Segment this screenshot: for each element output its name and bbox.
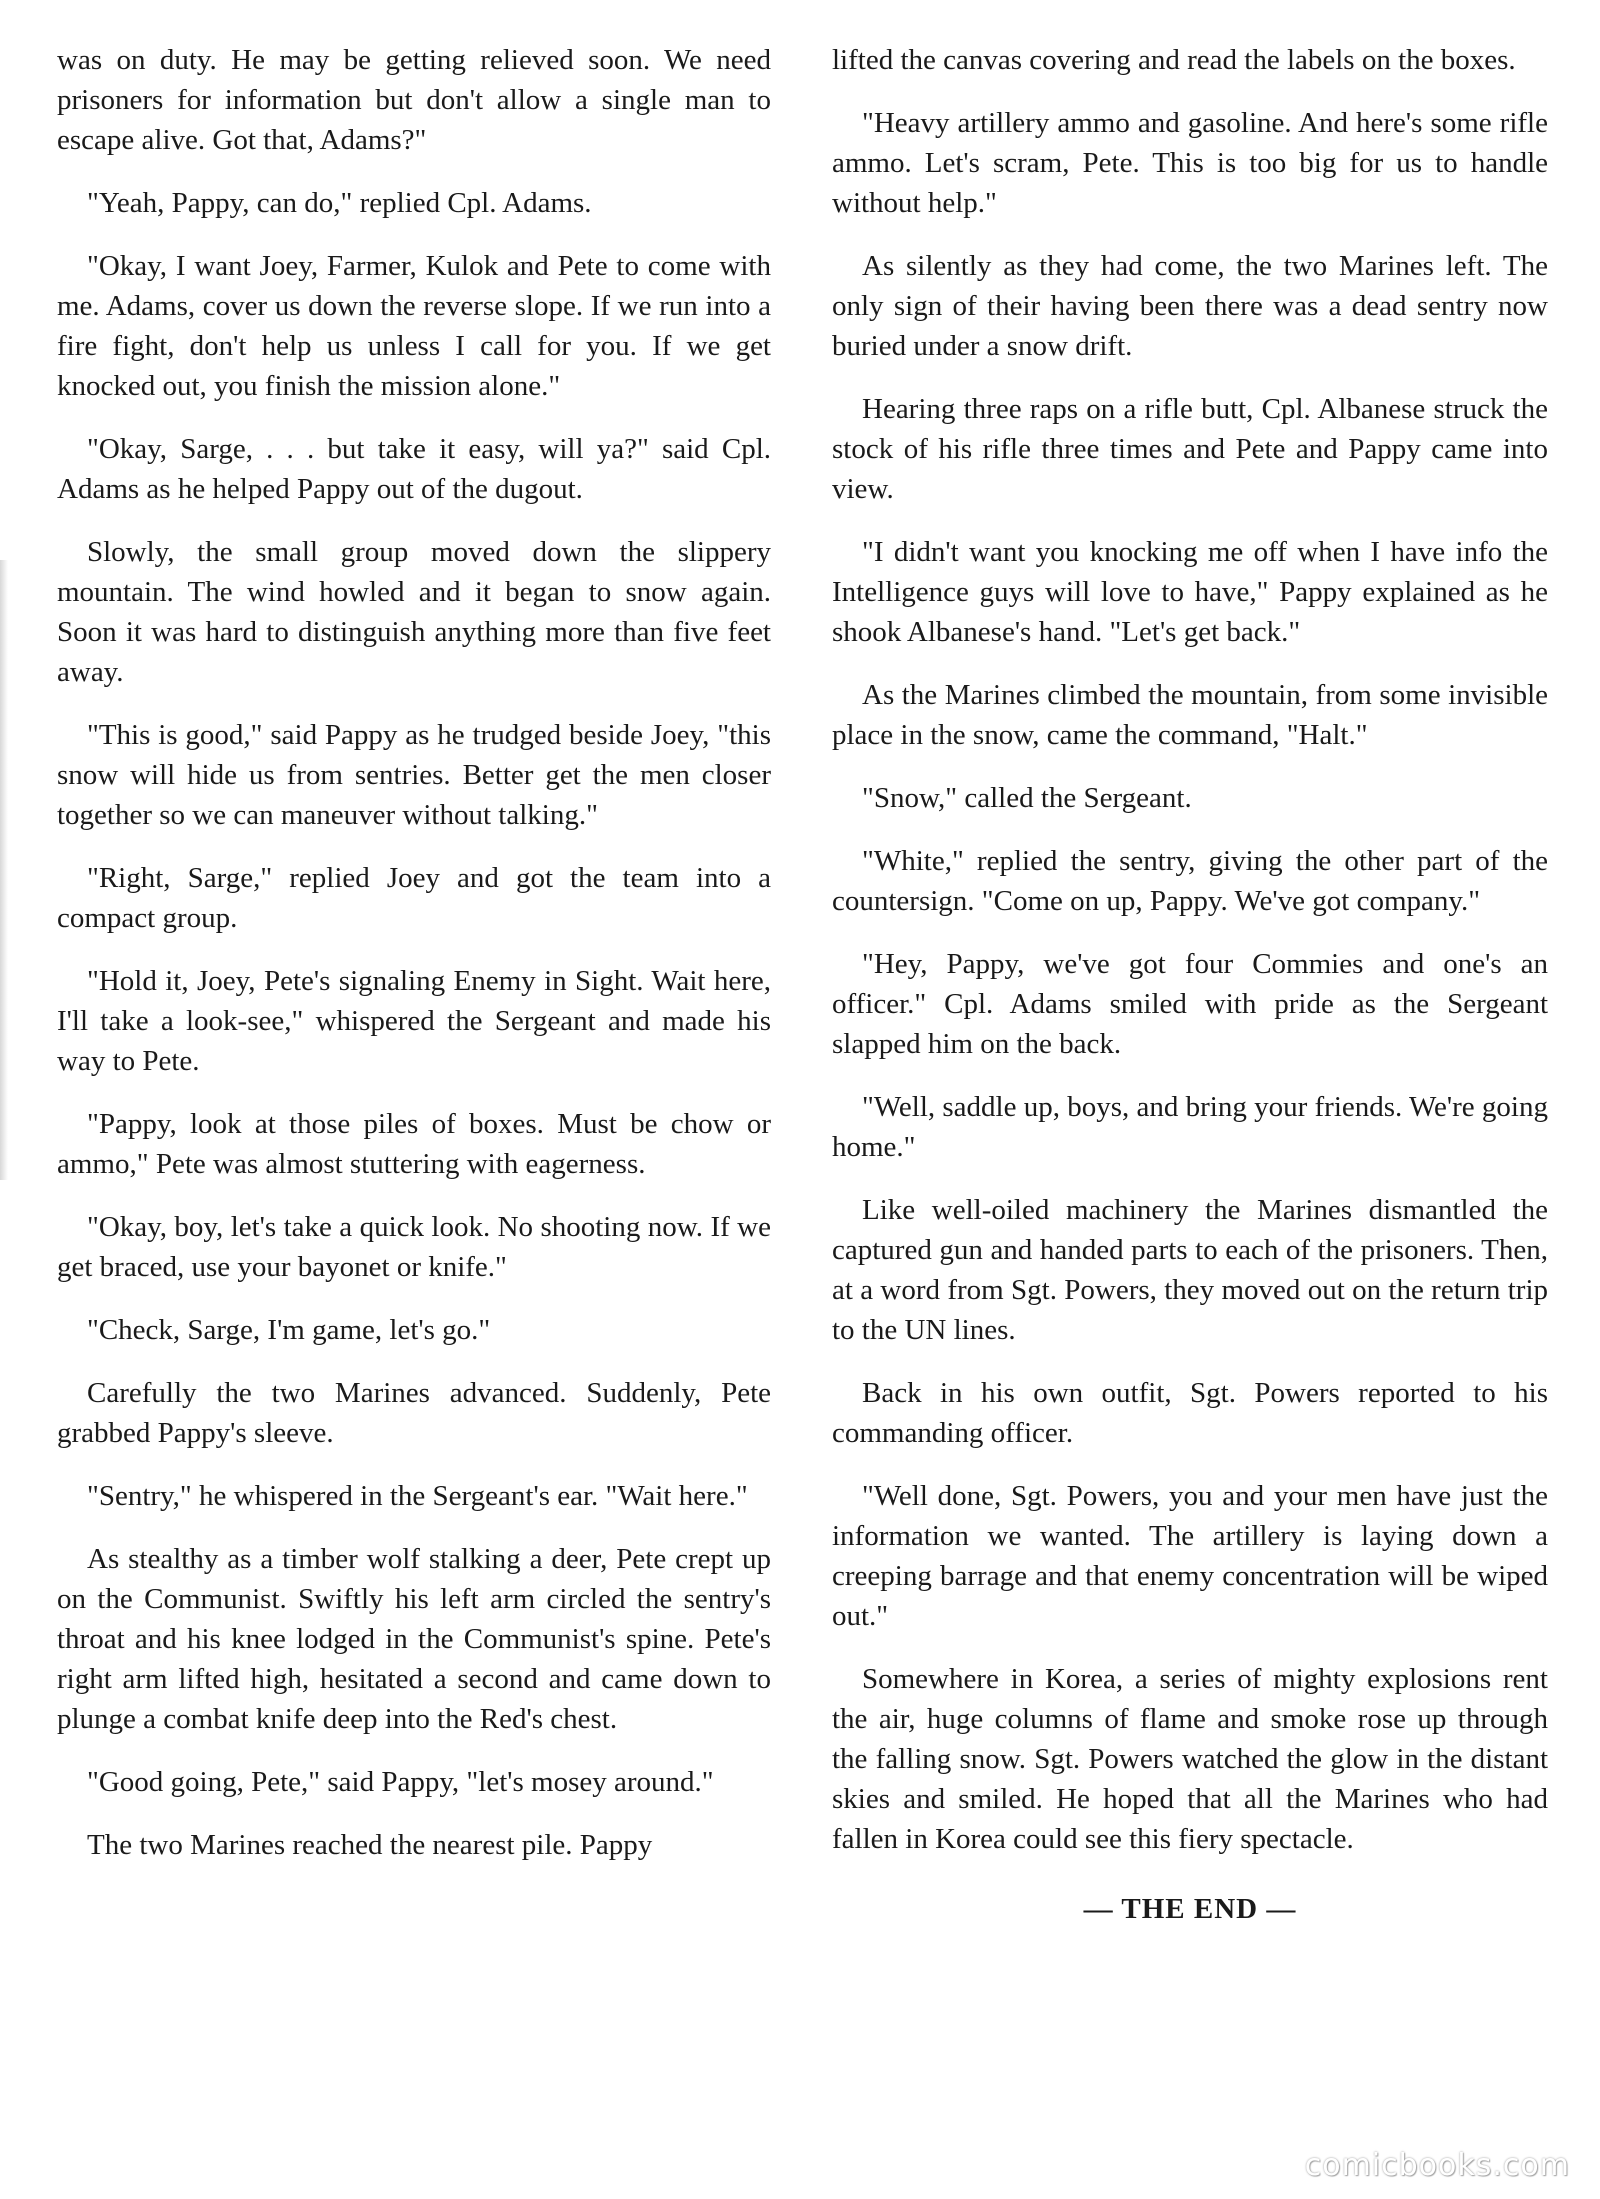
paragraph: "I didn't want you knocking me off when I have info the Intelligence guys will love to have," Pappy explained as he shook Albanese's hand. "Let's get back." (832, 536, 1548, 648)
paragraph: "Okay, boy, let's take a quick look. No shooting now. If we get braced, use your bayonet or knife." (57, 1211, 771, 1283)
paragraph: As silently as they had come, the two Marines left. The only sign of their having been there was a dead sentry now buried under a snow drift. (832, 250, 1548, 362)
paragraph: "Snow," called the Sergeant. (862, 782, 1192, 814)
paragraph: was on duty. He may be getting relieved soon. We need prisoners for information but don't allow a single man to escape alive. Got that, Adams?" (57, 44, 771, 156)
left-text-column (57, 40, 771, 1888)
paragraph: Slowly, the small group moved down the slippery mountain. The wind howled and it began to snow again. Soon it was hard to distinguish anything more than five feet away. (57, 536, 771, 688)
paragraph: "Sentry," he whispered in the Sergeant's ear. "Wait here." (87, 1480, 748, 1512)
paragraph: "Heavy artillery ammo and gasoline. And here's some rifle ammo. Let's scram, Pete. This is too big for us to handle without help." (832, 107, 1548, 219)
right-text-column (832, 40, 1548, 1929)
paragraph: As stealthy as a timber wolf stalking a deer, Pete crept up on the Communist. Swiftly his left arm circled the sentry's throat and his knee lodged in the Communist's spine. Pete's right arm lifted high, hesitated a second and came down to plunge a combat knife deep into the Red's chest. (57, 1543, 771, 1735)
paragraph: "Yeah, Pappy, can do," replied Cpl. Adams. (87, 187, 592, 219)
paragraph: lifted the canvas covering and read the labels on the boxes. (832, 44, 1516, 76)
the-end-marker: — THE END — (1083, 1893, 1297, 1925)
paragraph: "Hey, Pappy, we've got four Commies and one's an officer." Cpl. Adams smiled with pride as the Sergeant slapped him on the back. (832, 948, 1548, 1060)
watermark: comicbooks.com (1304, 2148, 1570, 2183)
paragraph: Like well-oiled machinery the Marines dismantled the captured gun and handed parts to each of the prisoners. Then, at a word from Sgt. Powers, they moved out on the return trip to the UN lines. (832, 1194, 1548, 1346)
paragraph: As the Marines climbed the mountain, from some invisible place in the snow, came the command, "Halt." (832, 679, 1548, 751)
paragraph: Back in his own outfit, Sgt. Powers reported to his commanding officer. (832, 1377, 1548, 1449)
paragraph: "Check, Sarge, I'm game, let's go." (87, 1314, 491, 1346)
paragraph: "Okay, Sarge, . . . but take it easy, will ya?" said Cpl. Adams as he helped Pappy out of the dugout. (57, 433, 771, 505)
paragraph: "Okay, I want Joey, Farmer, Kulok and Pete to come with me. Adams, cover us down the reverse slope. If we run into a fire fight, don't help us unless I call for you. If we get knocked out, you finish the mission alone." (57, 250, 771, 402)
paragraph: Carefully the two Marines advanced. Suddenly, Pete grabbed Pappy's sleeve. (57, 1377, 771, 1449)
page-edge-shadow (0, 560, 8, 1180)
paragraph: "Well done, Sgt. Powers, you and your men have just the information we wanted. The artillery is laying down a creeping barrage and that enemy concentration will be wiped out." (832, 1480, 1548, 1632)
paragraph: "White," replied the sentry, giving the other part of the countersign. "Come on up, Pappy. We've got company." (832, 845, 1548, 917)
paragraph: "Right, Sarge," replied Joey and got the team into a compact group. (57, 862, 771, 934)
paragraph: "Well, saddle up, boys, and bring your friends. We're going home." (832, 1091, 1548, 1163)
paragraph: "Good going, Pete," said Pappy, "let's mosey around." (87, 1766, 714, 1798)
paragraph: "Hold it, Joey, Pete's signaling Enemy in Sight. Wait here, I'll take a look-see," whispered the Sergeant and made his way to Pete. (57, 965, 771, 1077)
paragraph: "Pappy, look at those piles of boxes. Must be chow or ammo," Pete was almost stuttering with eagerness. (57, 1108, 771, 1180)
paragraph: Somewhere in Korea, a series of mighty explosions rent the air, huge columns of flame and smoke rose up through the falling snow. Sgt. Powers watched the glow in the distant skies and smiled. He hoped that all the Marines who had fallen in Korea could see this fiery spectacle. (832, 1663, 1548, 1855)
paragraph: Hearing three raps on a rifle butt, Cpl. Albanese struck the stock of his rifle three times and Pete and Pappy came into view. (832, 393, 1548, 505)
paragraph: "This is good," said Pappy as he trudged beside Joey, "this snow will hide us from sentries. Better get the men closer together so we can maneuver without talking." (57, 719, 771, 831)
paragraph: The two Marines reached the nearest pile. Pappy (87, 1829, 653, 1861)
